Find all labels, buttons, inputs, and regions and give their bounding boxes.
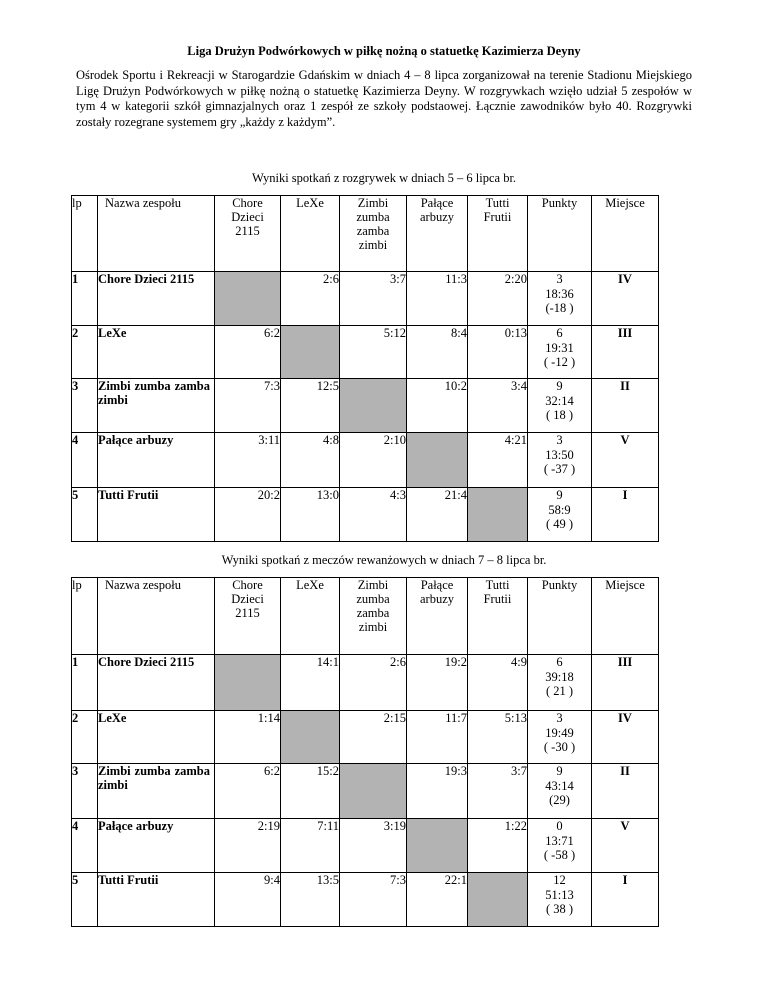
place-cell: IV (592, 711, 659, 764)
row-lp: 1 (72, 272, 98, 326)
points-line: 9 (556, 379, 563, 393)
score-cell: 4:8 (281, 433, 340, 488)
score-cell: 5:12 (340, 326, 407, 379)
score-cell: 20:2 (215, 488, 281, 542)
header-team-line: Chore (232, 578, 263, 592)
header-team-line: 2115 (235, 224, 260, 238)
place-cell: I (592, 488, 659, 542)
results-table-round1 (71, 195, 659, 542)
header-lp: lp (72, 196, 98, 272)
table-row (72, 488, 659, 542)
score-cell: 3:7 (340, 272, 407, 326)
place-cell: III (592, 655, 659, 711)
score-cell: 1:14 (215, 711, 281, 764)
header-team-2 (281, 578, 340, 655)
score-cell: 15:2 (281, 764, 340, 819)
points-cell (528, 873, 592, 927)
points-line: ( 38 ) (545, 902, 574, 916)
points-line: 19:49 (545, 725, 574, 740)
points-cell (528, 655, 592, 711)
score-cell: 2:6 (340, 655, 407, 711)
header-team-line: zamba (356, 224, 390, 238)
header-team-name: Nazwa zespołu (98, 196, 215, 272)
self-match-cell (407, 819, 468, 873)
table-row (72, 433, 659, 488)
row-team-name (98, 326, 215, 379)
points-line: ( -37 ) (543, 462, 576, 476)
header-row (72, 578, 659, 655)
table-row (72, 655, 659, 711)
header-team-1 (215, 578, 281, 655)
row-lp: 4 (72, 819, 98, 873)
points-line: 51:13 (545, 887, 574, 902)
team-name-text: Zimbi zumba zamba zimbi (98, 379, 210, 407)
points-line: 39:18 (545, 669, 574, 684)
score-cell: 8:4 (407, 326, 468, 379)
score-cell: 13:0 (281, 488, 340, 542)
row-team-name (98, 764, 215, 819)
points-line: ( 49 ) (545, 517, 574, 531)
score-cell: 7:3 (340, 873, 407, 927)
points-cell (528, 819, 592, 873)
points-line: 18:36 (545, 286, 574, 301)
team-name-text: Pałące arbuzy (98, 433, 174, 447)
self-match-cell (215, 655, 281, 711)
header-team-3 (340, 196, 407, 272)
points-line: 43:14 (545, 778, 574, 793)
score-cell: 1:22 (468, 819, 528, 873)
team-name-text: Zimbi zumba zamba zimbi (98, 764, 210, 792)
team-name-text: Pałące arbuzy (98, 819, 174, 833)
header-team-name: Nazwa zespołu (98, 578, 215, 655)
points-line: 3 (556, 272, 563, 286)
header-team-line: zumba (356, 592, 390, 606)
team-name-text: LeXe (98, 326, 127, 340)
self-match-cell (340, 764, 407, 819)
score-cell: 6:2 (215, 764, 281, 819)
score-cell: 10:2 (407, 379, 468, 433)
score-cell: 9:4 (215, 873, 281, 927)
points-line: ( -30 ) (543, 740, 576, 754)
header-team-line: zimbi (358, 238, 388, 252)
table-row (72, 326, 659, 379)
team-name-text: Tutti Frutii (98, 873, 159, 887)
score-cell: 2:10 (340, 433, 407, 488)
table-row (72, 873, 659, 927)
header-team-line: zamba (356, 606, 390, 620)
score-cell: 3:7 (468, 764, 528, 819)
header-points: Punkty (528, 578, 592, 655)
header-team-4 (407, 578, 468, 655)
score-cell: 2:6 (281, 272, 340, 326)
score-cell: 3:11 (215, 433, 281, 488)
score-cell: 6:2 (215, 326, 281, 379)
points-line: 13:50 (545, 447, 574, 462)
self-match-cell (281, 711, 340, 764)
score-cell: 21:4 (407, 488, 468, 542)
team-name-text: Chore Dzieci 2115 (98, 655, 195, 669)
page-title: Liga Drużyn Podwórkowych w piłkę nożną o statuetkę Kazimierza Deyny (187, 44, 581, 58)
score-cell: 11:7 (407, 711, 468, 764)
points-cell (528, 272, 592, 326)
header-points: Punkty (528, 196, 592, 272)
row-team-name (98, 711, 215, 764)
score-cell: 2:15 (340, 711, 407, 764)
intro-paragraph: Ośrodek Sportu i Rekreacji w Starogardzie Gdańskim w dniach 4 – 8 lipca zorganizował na terenie Stadionu Miejskiego Ligę Drużyn Podwórkowych w piłkę nożną o statuetkę Kazimierza Deyny. W rozgrywkach wzięło udział 5 zespołów w tym 4 w kategorii szkół gimnazjalnych oraz 1 zespół ze szkoły podstaowej. Łącznie zawodników było 40. Rozgrywki zostały rozegrane systemem gry „każdy z każdym”. (76, 68, 692, 129)
place-cell: II (592, 379, 659, 433)
row-team-name (98, 433, 215, 488)
score-cell: 3:4 (468, 379, 528, 433)
header-team-1 (215, 196, 281, 272)
score-cell: 2:20 (468, 272, 528, 326)
points-line: ( -12 ) (543, 355, 576, 369)
header-team-2 (281, 196, 340, 272)
points-line: 19:31 (545, 340, 574, 355)
table-row (72, 272, 659, 326)
table1-caption: Wyniki spotkań z rozgrywek w dniach 5 – 6 lipca br. (251, 171, 517, 185)
header-team-line: Zimbi (357, 196, 389, 210)
points-line: 3 (556, 711, 563, 725)
row-team-name (98, 379, 215, 433)
header-team-line: 2115 (235, 606, 260, 620)
points-line: 6 (556, 326, 563, 340)
header-team-line: Pałące (420, 196, 454, 210)
points-cell (528, 711, 592, 764)
points-line: 58:9 (548, 502, 571, 517)
header-team-4 (407, 196, 468, 272)
self-match-cell (407, 433, 468, 488)
row-team-name (98, 655, 215, 711)
points-line: (29) (549, 793, 570, 807)
points-line: (-18 ) (545, 301, 574, 315)
score-cell: 19:3 (407, 764, 468, 819)
header-team-line: Dzieci (231, 210, 264, 224)
row-lp: 1 (72, 655, 98, 711)
table-row (72, 379, 659, 433)
header-team-line: LeXe (296, 578, 324, 592)
score-cell: 4:21 (468, 433, 528, 488)
row-team-name (98, 272, 215, 326)
results-table-rematch (71, 577, 659, 927)
header-team-line: zumba (356, 210, 390, 224)
header-team-line: Tutti (485, 196, 510, 210)
header-team-line: Frutii (483, 210, 512, 224)
points-line: 9 (556, 764, 563, 778)
header-team-line: zimbi (358, 620, 388, 634)
row-lp: 3 (72, 379, 98, 433)
header-team-line: Frutii (483, 592, 512, 606)
table-row (72, 764, 659, 819)
score-cell: 7:11 (281, 819, 340, 873)
points-line: ( 18 ) (545, 408, 574, 422)
place-cell: II (592, 764, 659, 819)
score-cell: 22:1 (407, 873, 468, 927)
header-team-3 (340, 578, 407, 655)
score-cell: 5:13 (468, 711, 528, 764)
row-team-name (98, 819, 215, 873)
row-lp: 5 (72, 488, 98, 542)
header-place: Miejsce (592, 578, 659, 655)
points-line: ( -58 ) (543, 848, 576, 862)
score-cell: 12:5 (281, 379, 340, 433)
row-lp: 4 (72, 433, 98, 488)
header-team-line: Zimbi (357, 578, 389, 592)
header-team-line: Dzieci (231, 592, 264, 606)
header-team-line: Pałące (420, 578, 454, 592)
points-line: 3 (556, 433, 563, 447)
points-line: ( 21 ) (545, 684, 574, 698)
header-team-line: Chore (232, 196, 263, 210)
points-line: 13:71 (545, 833, 574, 848)
header-team-line: LeXe (296, 196, 324, 210)
header-place: Miejsce (592, 196, 659, 272)
table2-caption: Wyniki spotkań z meczów rewanżowych w dniach 7 – 8 lipca br. (221, 553, 547, 567)
points-line: 12 (553, 873, 566, 887)
points-line: 0 (556, 819, 563, 833)
row-lp: 5 (72, 873, 98, 927)
points-line: 6 (556, 655, 563, 669)
row-team-name (98, 873, 215, 927)
place-cell: IV (592, 272, 659, 326)
row-team-name (98, 488, 215, 542)
header-team-5 (468, 578, 528, 655)
header-row (72, 196, 659, 272)
header-team-line: Tutti (485, 578, 510, 592)
row-lp: 3 (72, 764, 98, 819)
self-match-cell (281, 326, 340, 379)
header-team-line: arbuzy (419, 210, 454, 224)
header-team-line: arbuzy (419, 592, 454, 606)
score-cell: 4:3 (340, 488, 407, 542)
score-cell: 19:2 (407, 655, 468, 711)
self-match-cell (340, 379, 407, 433)
row-lp: 2 (72, 326, 98, 379)
header-team-5 (468, 196, 528, 272)
points-line: 32:14 (545, 393, 574, 408)
score-cell: 13:5 (281, 873, 340, 927)
place-cell: V (592, 433, 659, 488)
points-cell (528, 764, 592, 819)
points-line: 9 (556, 488, 563, 502)
place-cell: I (592, 873, 659, 927)
row-lp: 2 (72, 711, 98, 764)
self-match-cell (215, 272, 281, 326)
points-cell (528, 433, 592, 488)
score-cell: 14:1 (281, 655, 340, 711)
header-lp: lp (72, 578, 98, 655)
team-name-text: Chore Dzieci 2115 (98, 272, 195, 286)
score-cell: 4:9 (468, 655, 528, 711)
self-match-cell (468, 873, 528, 927)
self-match-cell (468, 488, 528, 542)
score-cell: 7:3 (215, 379, 281, 433)
score-cell: 0:13 (468, 326, 528, 379)
score-cell: 2:19 (215, 819, 281, 873)
score-cell: 3:19 (340, 819, 407, 873)
points-cell (528, 326, 592, 379)
points-cell (528, 379, 592, 433)
table-row (72, 819, 659, 873)
team-name-text: Tutti Frutii (98, 488, 159, 502)
points-cell (528, 488, 592, 542)
score-cell: 11:3 (407, 272, 468, 326)
table-row (72, 711, 659, 764)
place-cell: III (592, 326, 659, 379)
place-cell: V (592, 819, 659, 873)
team-name-text: LeXe (98, 711, 127, 725)
